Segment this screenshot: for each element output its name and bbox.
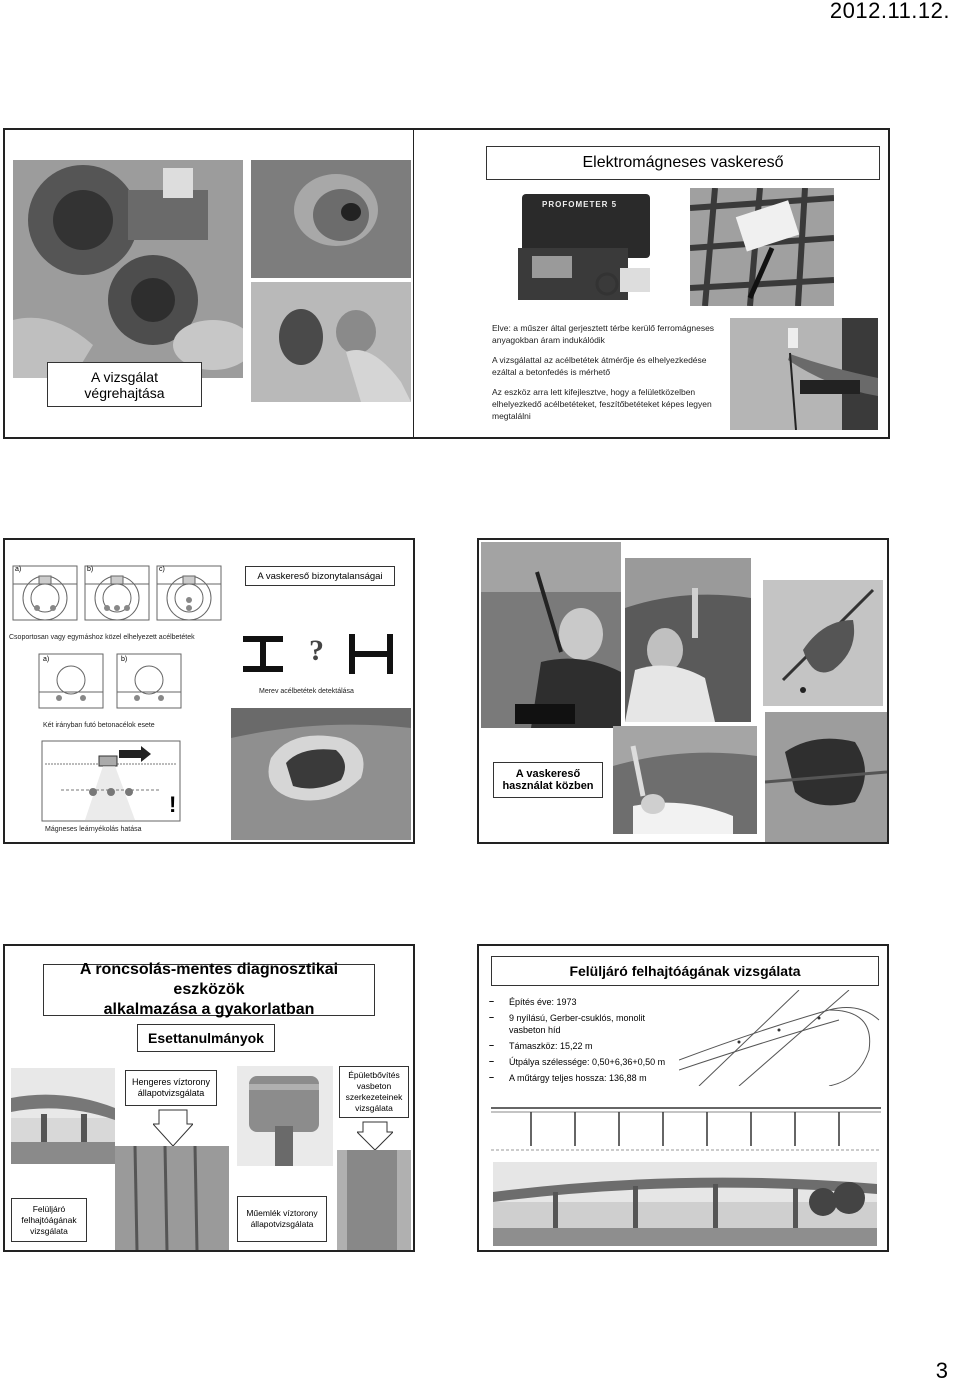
photo-concrete-wall-1 — [115, 1146, 229, 1250]
photo-exposed-rebar-2 — [765, 712, 887, 842]
photo-wall-scan — [730, 318, 878, 430]
usage-line-1: A vaskereső — [515, 768, 581, 780]
case-studies-title-line-1: A roncsolás-mentes diagnosztikai eszközök — [79, 961, 339, 998]
header-date: 2012.11.12. — [829, 0, 950, 23]
arrow-down-icon-2 — [357, 1120, 393, 1152]
fact-year: – Építés éve: 1973 — [487, 996, 675, 1008]
overpass-site-plan — [679, 990, 885, 1086]
case-brand-label: PROFOMETER 5 — [542, 200, 618, 209]
photo-overhead-scan — [613, 726, 757, 834]
slide-case-studies — [3, 944, 415, 1252]
case-studies-subtitle — [137, 1024, 275, 1052]
photo-rebar-scan — [690, 188, 834, 306]
photo-engineer-scanning-2 — [625, 558, 751, 722]
overpass-elevation — [487, 1096, 885, 1158]
diagram-mid-label-a: a) — [43, 656, 50, 663]
case-historic-tower-text: Műemlék víztorony állapotvizsgálata — [246, 1208, 318, 1229]
diagram-grouped-bars — [11, 564, 225, 624]
slide-title — [486, 146, 880, 180]
uncertainty-title — [245, 566, 395, 586]
photo-engineer-scanning-1 — [481, 542, 621, 728]
caption-rigid-bars: Merev acélbetétek detektálása — [259, 688, 354, 695]
caption-grouped-bars: Csoportosan vagy egymáshoz közel elhelyezett acélbetétek — [9, 634, 195, 641]
photo-profometer-case — [512, 188, 656, 306]
caption-magnetic-shadow: Mágneses leárnyékolás hatása — [45, 826, 142, 833]
diagram-label-c: c) — [159, 566, 165, 573]
question-mark: ? — [309, 634, 324, 667]
photo-concrete-column — [337, 1150, 411, 1250]
diagram-label-b: b) — [87, 566, 94, 573]
case-cylindrical-tower-text: Hengeres víztorony állapotvizsgálata — [131, 1077, 211, 1098]
page-number: 3 — [935, 1358, 948, 1383]
photo-concrete-crater — [231, 708, 411, 840]
caption-two-direction: Két irányban futó betonacélok esete — [43, 722, 155, 729]
fact-deck-width: – Útpálya szélessége: 0,50+6,36+0,50 m — [487, 1056, 675, 1068]
case-overpass-ramp — [11, 1198, 87, 1242]
principle-paragraph-3: Az eszköz arra lett kifejlesztve, hogy a felületközelben elhelyezkedő acélbetéteket, feszítőbetéteket képes legyen megtalálni — [492, 387, 712, 421]
slide-locator-frame — [414, 128, 890, 439]
case-studies-title-line-2: alkalmazása a gyakorlatban — [103, 1001, 315, 1018]
diagram-magnetic-shadow — [41, 740, 181, 822]
diagram-label-a: a) — [15, 566, 22, 573]
slide-title-text: Elektromágneses vaskereső — [582, 154, 784, 171]
slide-overpass-study — [477, 944, 889, 1252]
diagram-two-direction — [37, 652, 185, 712]
photo-overpass-small — [11, 1068, 115, 1164]
overpass-title-text: Felüljáró felhajtóágának vizsgálata — [569, 963, 801, 979]
fact-spans: – 9 nyílású, Gerber-csuklós, monolit vasbeton híd — [487, 1012, 675, 1036]
case-historic-tower — [237, 1196, 327, 1242]
principle-paragraph-2: A vizsgálattal az acélbetétek átmérője és elhelyezkedése ezáltal a betonfedés is mérhető — [492, 355, 707, 377]
case-studies-subtitle-text: Esettanulmányok — [148, 1030, 264, 1046]
photo-exposed-rebar-1 — [763, 580, 883, 706]
overpass-facts — [487, 996, 675, 1088]
arrow-down-icon-1 — [153, 1108, 193, 1148]
fact-total-length: – A műtárgy teljes hossza: 136,88 m — [487, 1072, 675, 1084]
diagram-mid-label-b: b) — [121, 656, 128, 663]
label-line-2: végrehajtása — [84, 384, 165, 401]
photo-core-hole — [251, 160, 411, 278]
case-building-extension-text: Épületbővítés vasbeton szerkezeteinek vizsgálata — [345, 1070, 403, 1113]
case-studies-title — [43, 961, 375, 1018]
photo-device-on-wall — [13, 160, 243, 378]
fact-span-length: – Támaszköz: 15,22 m — [487, 1040, 675, 1052]
case-building-extension — [339, 1066, 409, 1118]
label-line-1: A vizsgálat — [91, 368, 158, 385]
slide-locator-in-use — [477, 538, 889, 844]
label-locator-in-use — [493, 762, 603, 798]
label-test-execution — [47, 362, 202, 407]
slide-locator-uncertainties — [3, 538, 415, 844]
case-cylindrical-tower — [125, 1070, 217, 1106]
case-overpass-ramp-text: Felüljáró felhajtóágának vizsgálata — [21, 1203, 77, 1236]
principle-paragraph-1: Elve: a műszer által gerjesztett térbe kerülő ferromágneses anyagokban áram indukálódik — [492, 323, 715, 345]
principle-text — [492, 322, 730, 422]
photo-water-tower — [237, 1066, 333, 1166]
uncertainty-title-text: A vaskereső bizonytalanságai — [257, 570, 383, 582]
exclamation-mark: ! — [169, 792, 177, 817]
rigid-bars-image — [237, 626, 407, 686]
usage-line-2: használat közben — [502, 780, 594, 792]
photo-core-removal — [251, 282, 411, 402]
photo-overpass — [493, 1162, 877, 1246]
overpass-title — [491, 956, 879, 986]
